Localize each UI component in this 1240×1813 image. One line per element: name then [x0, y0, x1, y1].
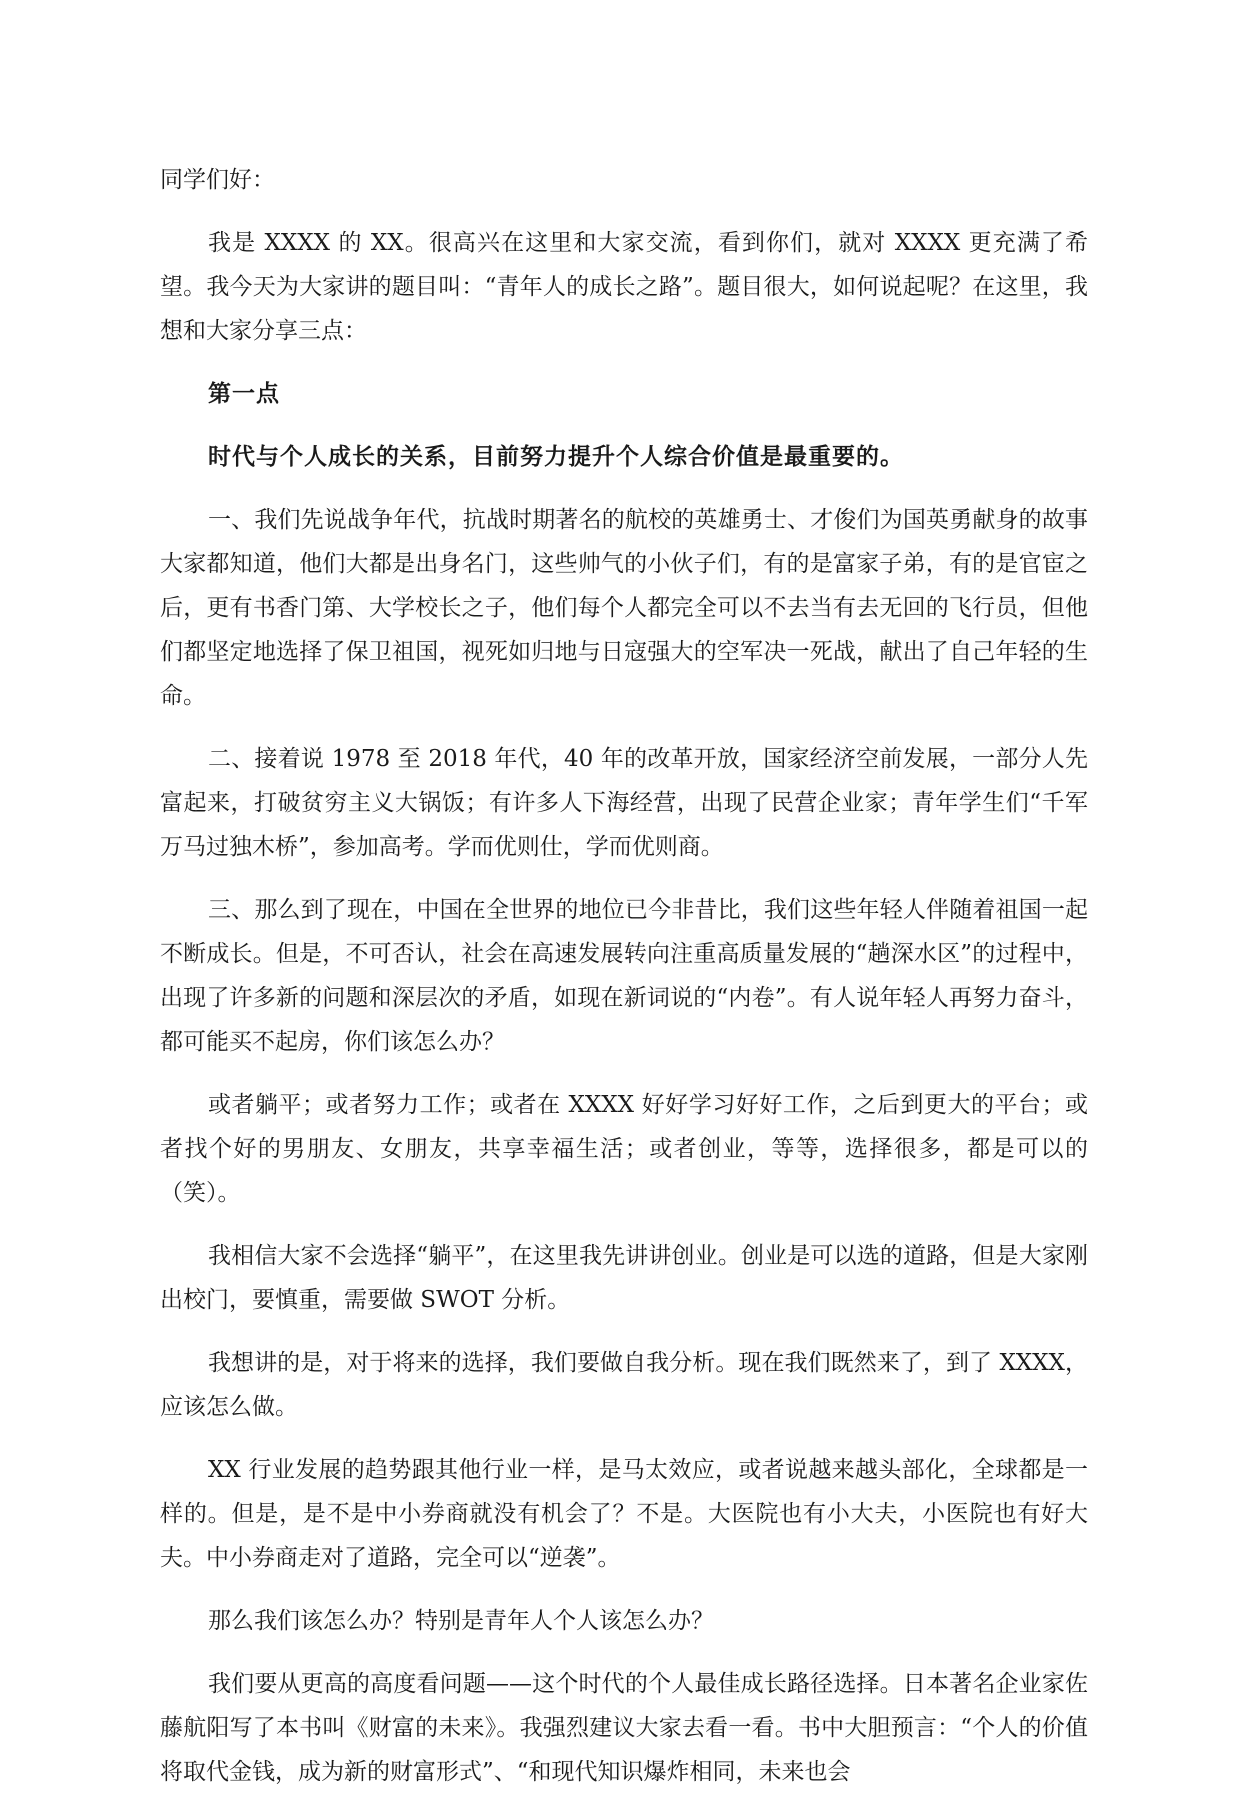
paragraph-5: 我相信大家不会选择“躺平”，在这里我先讲讲创业。创业是可以选的道路，但是大家刚出校门，要慎重，需要做 SWOT 分析。 — [160, 1243, 1088, 1313]
paragraph-4: 或者躺平；或者努力工作；或者在 XXXX 好好学习好好工作，之后到更大的平台；或者找个好的男朋友、女朋友，共享幸福生活；或者创业，等等，选择很多，都是可以的（笑）。 — [160, 1092, 1088, 1206]
paragraph-3: 三、那么到了现在，中国在全世界的地位已今非昔比，我们这些年轻人伴随着祖国一起不断成长。但是，不可否认，社会在高速发展转向注重高质量发展的“趟深水区”的过程中，出现了许多新的问题和深层次的矛盾，如现在新词说的“内卷”。有人说年轻人再努力奋斗，都可能买不起房，你们该怎么办？ — [160, 897, 1088, 1055]
section-1-title: 第一点 — [208, 381, 280, 407]
intro-paragraph: 我是 XXXX 的 XX。很高兴在这里和大家交流，看到你们，就对 XXXX 更充满了希望。我今天为大家讲的题目叫：“青年人的成长之路”。题目很大，如何说起呢？在这里，我想和大家分享三点： — [160, 230, 1088, 344]
paragraph-9: 我们要从更高的高度看问题——这个时代的个人最佳成长路径选择。日本著名企业家佐藤航阳写了本书叫《财富的未来》。我强烈建议大家去看一看。书中大胆预言：“个人的价值将取代金钱，成为新的财富形式”、“和现代知识爆炸相同，未来也会 — [160, 1671, 1088, 1785]
paragraph-6: 我想讲的是，对于将来的选择，我们要做自我分析。现在我们既然来了，到了 XXXX，应该怎么做。 — [160, 1350, 1088, 1420]
paragraph-8: 那么我们该怎么办？特别是青年人个人该怎么办？ — [208, 1608, 714, 1634]
paragraph-7: XX 行业发展的趋势跟其他行业一样，是马太效应，或者说越来越头部化，全球都是一样的。但是，是不是中小券商就没有机会了？不是。大医院也有小大夫，小医院也有好大夫。中小券商走对了道路，完全可以“逆袭”。 — [160, 1457, 1088, 1571]
paragraph-1: 一、我们先说战争年代，抗战时期著名的航校的英雄勇士、才俊们为国英勇献身的故事大家都知道，他们大都是出身名门，这些帅气的小伙子们，有的是富家子弟，有的是官宦之后，更有书香门第、大学校长之子，他们每个人都完全可以不去当有去无回的飞行员，但他们都坚定地选择了保卫祖国，视死如归地与日寇强大的空军决一死战，献出了自己年轻的生命。 — [160, 507, 1088, 709]
paragraph-2: 二、接着说 1978 至 2018 年代，40 年的改革开放，国家经济空前发展，一部分人先富起来，打破贫穷主义大锅饭；有许多人下海经营，出现了民营企业家；青年学生们“千军万马过独木桥”，参加高考。学而优则仕，学而优则商。 — [160, 746, 1088, 860]
document-page — [160, 158, 1088, 1813]
greeting: 同学们好： — [160, 167, 275, 193]
section-1-subtitle: 时代与个人成长的关系，目前努力提升个人综合价值是最重要的。 — [208, 444, 904, 470]
